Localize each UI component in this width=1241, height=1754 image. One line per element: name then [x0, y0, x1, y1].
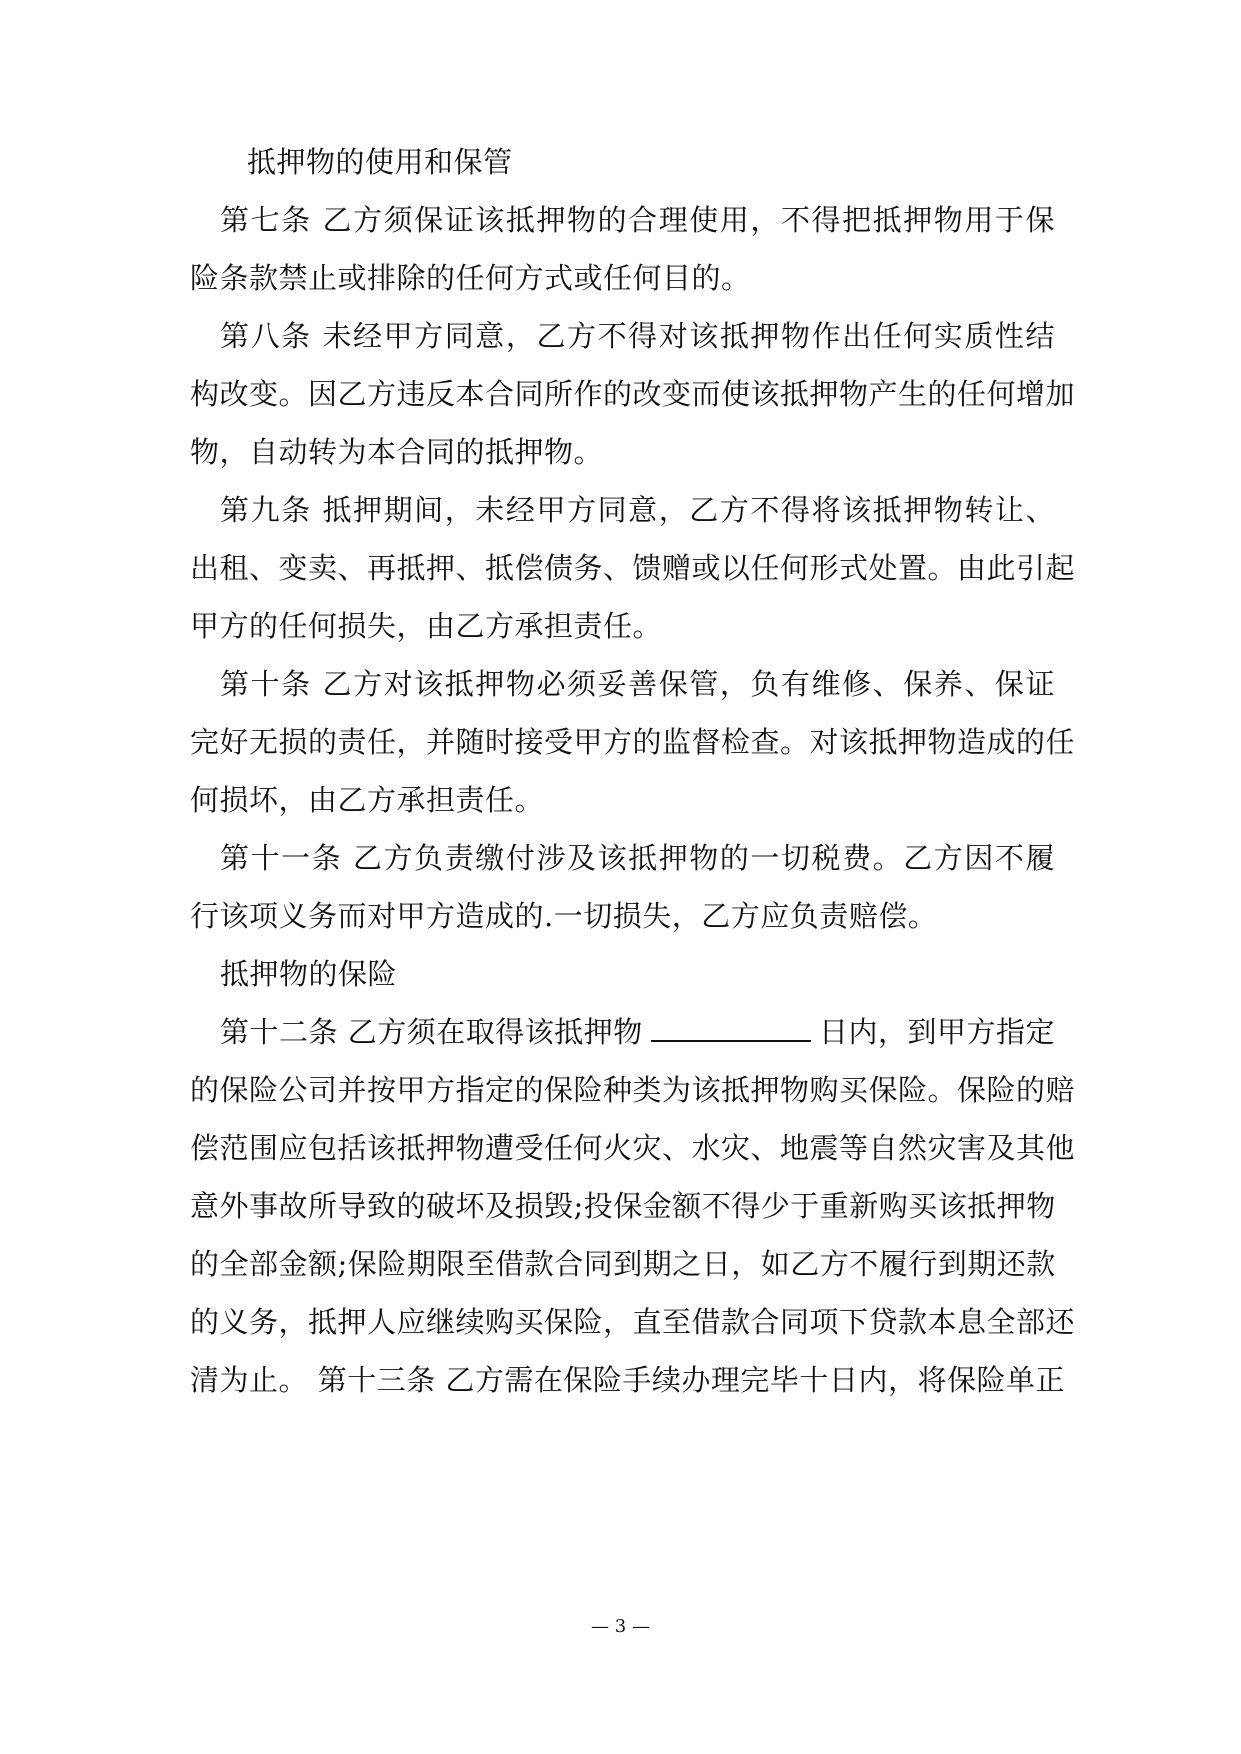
text-line: 第十条 乙方对该抵押物必须妥善保管，负有维修、保养、保证: [220, 667, 1055, 701]
section-heading-use-and-custody: 抵押物的使用和保管: [247, 145, 513, 179]
text-line: 何损坏，由乙方承担责任。: [190, 783, 545, 817]
text-line: 第八条 未经甲方同意，乙方不得对该抵押物作出任何实质性结: [220, 319, 1055, 353]
text-line: 甲方的任何损失，由乙方承担责任。: [190, 609, 663, 643]
text-line: 行该项义务而对甲方造成的.一切损失，乙方应负责赔偿。: [190, 899, 938, 933]
section-heading-insurance: 抵押物的保险: [220, 957, 398, 991]
article-12-first-line: [220, 1012, 1055, 1052]
text-line: 的保险公司并按甲方指定的保险种类为该抵押物购买保险。保险的赔: [190, 1073, 1076, 1107]
text-line: 偿范围应包括该抵押物遭受任何火灾、水灾、地震等自然灾害及其他: [190, 1131, 1076, 1165]
text-line: 险条款禁止或排除的任何方式或任何目的。: [190, 261, 751, 295]
text-line: 意外事故所导致的破坏及损毁;投保金额不得少于重新购买该抵押物: [190, 1189, 1056, 1223]
text-line: 完好无损的责任，并随时接受甲方的监督检查。对该抵押物造成的任: [190, 725, 1076, 759]
text-line: 第七条 乙方须保证该抵押物的合理使用，不得把抵押物用于保: [220, 203, 1055, 237]
text-line: 的义务，抵押人应继续购买保险，直至借款合同项下贷款本息全部还: [190, 1305, 1076, 1339]
fill-in-blank: [651, 1012, 811, 1042]
text-line: 清为止。 第十三条 乙方需在保险手续办理完毕十日内，将保险单正: [190, 1363, 1065, 1397]
text-line: 构改变。因乙方违反本合同所作的改变而使该抵押物产生的任何增加: [190, 377, 1076, 411]
page-number: — 3 —: [591, 1616, 650, 1637]
text-line: 的全部金额;保险期限至借款合同到期之日，如乙方不履行到期还款: [190, 1247, 1056, 1281]
text-line: 第十一条 乙方负责缴付涉及该抵押物的一切税费。乙方因不履: [220, 841, 1055, 875]
text-segment: 第十二条 乙方须在取得该抵押物: [220, 1015, 643, 1049]
text-line: 第九条 抵押期间，未经甲方同意，乙方不得将该抵押物转让、: [220, 493, 1055, 527]
text-segment: 日内，到甲方指定: [818, 1015, 1055, 1049]
text-line: 出租、变卖、再抵押、抵偿债务、馈赠或以任何形式处置。由此引起: [190, 551, 1076, 585]
text-line: 物，自动转为本合同的抵押物。: [190, 435, 604, 469]
